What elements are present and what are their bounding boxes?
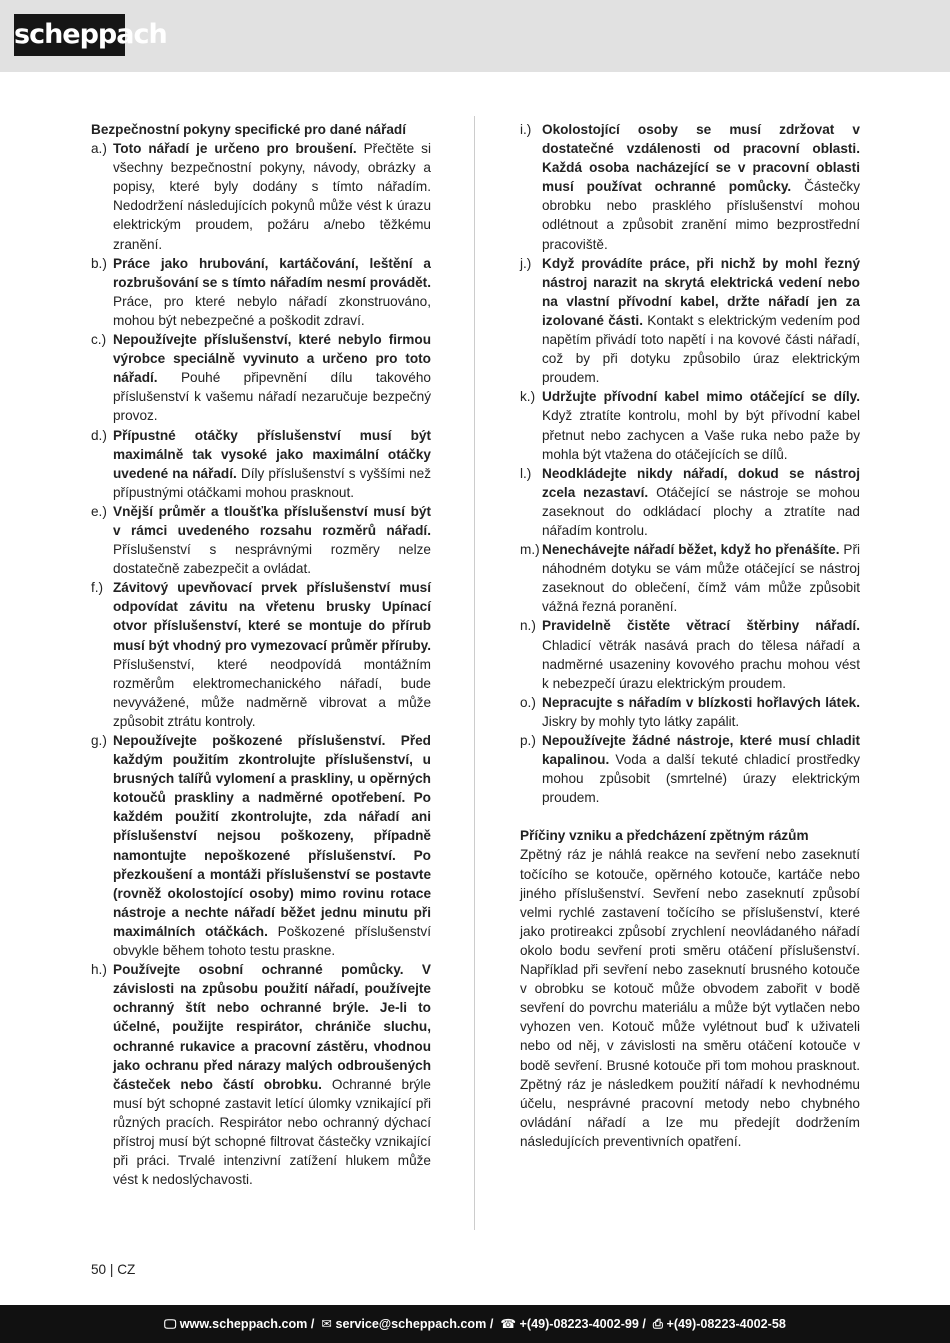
item-text: Ochranné brýle musí být schopné zastavit letící úlomky vznikající při různých pracích. Respirátor nebo ochranný dýchací přístroj musí být schopné filtrovat částečky vznikající při práci. Trvalé intenzivní zatížení hlukem může vést k nedoslýchavosti. <box>113 1076 431 1188</box>
page-header <box>0 0 950 72</box>
item-label: m.) <box>520 542 540 558</box>
item-text: Při náhodném dotyku se vám může otáčející se nástroj zaseknout do oblečení, čímž vám může způsobit vážná řezná poranění. <box>542 542 861 615</box>
item-heading: Nepoužívejte poškozené příslušenství. Před každým použitím zkontrolujte příslušenství, u brusných talířů vylomení a praskliny, u opěrných kotoučů praskliny a nadměrné opotřebení. Po každém použití zkontrolujte, zda nářadí ani příslušenství nejsou poškozeny, případně namontujte nepoškozené příslušenství. Po přezkoušení a montáži příslušenství se postavte (rovněž okolostojící osoby) mimo rovinu rotace nástroje a nechte nářadí běžet jednu minutu při maximálních otáčkách. <box>113 733 431 939</box>
item-text: Poškozené příslušenství obvykle během tohoto testu praskne. <box>113 923 431 959</box>
fax-icon: ⎙ <box>652 1317 663 1331</box>
item-label: h.) <box>91 962 107 978</box>
item-label: f.) <box>91 580 104 596</box>
item-label: l.) <box>520 465 532 481</box>
item-heading: Pravidelně čistěte větrací štěrbiny nářadí. <box>542 618 860 634</box>
spacer <box>520 807 860 826</box>
item-label: g.) <box>91 733 107 748</box>
page-number: 50 | CZ <box>91 1262 136 1277</box>
item-heading: Okolostojící osoby se musí zdržovat v dostatečné vzdálenosti od pracovní oblasti. Každá osoba nacházející se v pracovní oblasti musí používat ochranné pomůcky. <box>542 122 860 195</box>
footer-separator: / <box>307 1317 318 1331</box>
left-column <box>91 120 431 1189</box>
item-label: c.) <box>91 332 107 348</box>
item-text: Příslušenství, které neodpovídá montážním rozměrům elektromechanického nářadí, bude nevyvážené, může nadměrně vibrovat a může způsobit ztrátu kontroly. <box>113 656 431 729</box>
list-item <box>520 464 860 540</box>
footer-website[interactable]: www.scheppach.com <box>179 1317 308 1331</box>
list-item <box>91 578 431 731</box>
item-heading: Neodkládejte nikdy nářadí, dokud se nástroj zcela nezastaví. <box>542 465 860 500</box>
list-item <box>520 731 860 807</box>
section-title-safety: Bezpečnostní pokyny specifické pro dané nářadí <box>91 122 407 137</box>
item-heading: Nepoužívejte žádné nástroje, které musí chladit kapalinou. <box>542 733 860 768</box>
list-item <box>91 426 431 502</box>
item-heading: Nenechávejte nářadí běžet, když ho přenášíte. <box>542 542 840 558</box>
item-heading: Vnější průměr a tloušťka příslušenství musí být v rámci uvedeného rozsahu rozměrů nářadí. <box>113 503 431 538</box>
list-item <box>520 693 860 731</box>
item-label: p.) <box>520 733 536 748</box>
left-item-list <box>91 139 431 1189</box>
item-label: b.) <box>91 255 107 271</box>
footer-phone: +(49)-08223-4002-99 <box>519 1317 639 1331</box>
item-text: Chladicí větrák nasává prach do tělesa nářadí a nadměrné usazeniny kovového prachu mohou vést k nebezpečí úrazu elektrickým proudem. <box>542 637 860 691</box>
item-text: Když ztratíte kontrolu, mohl by být přívodní kabel přetnut nebo zachycen a Vaše ruka nebo paže by mohla být vtažena do otáčejících se dílů. <box>542 408 860 462</box>
item-heading: Nepracujte s nářadím v blízkosti hořlavých látek. <box>542 694 860 710</box>
item-heading: Přípustné otáčky příslušenství musí být maximálně tak vysoké jako maximální otáčky uvedené na nářadí. <box>113 427 431 481</box>
list-item <box>520 254 860 388</box>
item-label: n.) <box>520 618 536 634</box>
list-item <box>91 330 431 425</box>
phone-icon: ☎ <box>500 1317 517 1331</box>
item-heading: Nepoužívejte příslušenství, které nebylo firmou výrobce speciálně vyvinuto a určeno pro toto nářadí. <box>113 332 431 386</box>
item-heading: Používejte osobní ochranné pomůcky. V závislosti na způsobu použití nářadí, používejte ochranný štít nebo ochranné brýle. Je-li to účelné, použijte respirátor, chrániče sluchu, ochranné rukavice a pracovní zástěru, vhodnou jako ochranu před nárazy malých odbroušených částeček nebo částí obrobku. <box>113 962 431 1092</box>
item-label: i.) <box>520 122 532 137</box>
item-label: a.) <box>91 141 107 157</box>
list-item <box>91 960 431 1189</box>
footer-fax: +(49)-08223-4002-58 <box>666 1317 786 1331</box>
item-heading: Udržujte přívodní kabel mimo otáčející se díly. <box>542 389 860 405</box>
item-heading: Závitový upevňovací prvek příslušenství musí odpovídat závitu na vřetenu brusky Upínací otvor příslušenství, které se montuje do přírub musí být vhodný pro vymezovací průměr příruby. <box>113 580 431 653</box>
item-label: k.) <box>520 389 536 405</box>
list-item <box>91 254 431 330</box>
list-item <box>520 540 860 616</box>
section-title-kickback: Příčiny vzniku a předcházení zpětným rázům <box>520 828 809 844</box>
item-label: o.) <box>520 694 536 710</box>
item-text: Otáčející se nástroje se mohou zaseknout do odkládací plochy a ztratíte nad nářadím kontrolu. <box>542 484 860 538</box>
item-label: j.) <box>520 255 532 271</box>
envelope-icon: ✉ <box>321 1317 332 1331</box>
right-column <box>520 120 860 1151</box>
page-footer <box>0 1305 950 1343</box>
column-divider <box>474 116 475 1230</box>
scheppach-logo: scheppach <box>14 14 125 56</box>
item-text: Částečky obrobku nebo prasklého příslušenství mohou odlétnout a způsobit zranění mimo bezprostřední pracoviště. <box>542 179 860 252</box>
item-text: Práce, pro které nebylo nářadí zkonstruováno, mohou být nebezpečné a poškodit zdraví. <box>113 293 431 328</box>
footer-email[interactable]: service@scheppach.com <box>335 1317 487 1331</box>
item-text: Příslušenství s nesprávnými rozměry nelze dostatečně zabezpečit a ovládat. <box>113 542 431 577</box>
list-item <box>91 139 431 254</box>
item-text: Jiskry by mohly tyto látky zapálit. <box>542 713 740 729</box>
item-heading: Toto nářadí je určeno pro broušení. <box>113 141 357 157</box>
item-text: Voda a další tekuté chladicí prostředky mohou způsobit (smrtelné) úrazy elektrickým proudem. <box>542 752 860 806</box>
list-item <box>520 616 860 692</box>
list-item <box>520 387 860 463</box>
kickback-paragraph: Zpětný ráz je náhlá reakce na sevření nebo zaseknutí točícího se kotouče, opěrného kotouče, kartáče nebo jiného příslušenství. Sevření nebo zaseknutí způsobí velmi rychlé zastavení točícího se příslušenství, které jako protireakci způsobí zrychlení neovládaného nářadí okolo bodu sevření proti směru otáčení příslušenství. Například při sevření nebo zaseknutí brusného kotouče v obrobku se kotouč může obvodem zabořit v bodě sevření do povrchu materiálu a může být vytlačen nebo vyhozen ven. Kotouč může vylétnout buď k uživateli nebo od něj, v závislosti na směru otáčení kotouče v bodě sevření. Brusné kotouče při tom mohou prasknout. Zpětný ráz je následkem použití nářadí k nevhodnému účelu, nesprávné pracovní metody nebo chybného ovládání nářadí a lze mu předejít dodržením následujících preventivních opatření. <box>520 847 860 1149</box>
list-item <box>520 120 860 254</box>
item-text: Přečtěte si všechny bezpečnostní pokyny, návody, obrázky a popisy, které byly dodány s tímto nářadím. Nedodržení následujících pokynů může vést k úrazu elektrickým proudem, požáru a/nebo těžkému zranění. <box>113 141 431 252</box>
item-text: Pouhé připevnění dílu takového příslušenství k vašemu nářadí nezaručuje bezpečný provoz. <box>113 370 431 424</box>
item-text: Kontakt s elektrickým vedením pod napětím přivádí toto napětí i na kovové části nářadí, což by při dotyku způsobilo úraz elektrickým proudem. <box>542 312 861 386</box>
footer-separator: / <box>486 1317 497 1331</box>
item-text: Díly příslušenství s vyššími než přípustnými otáčkami mohou prasknout. <box>113 465 431 500</box>
item-label: e.) <box>91 503 107 519</box>
list-item <box>91 502 431 578</box>
footer-separator: / <box>638 1317 650 1331</box>
right-item-list <box>520 120 860 807</box>
item-label: d.) <box>91 427 107 443</box>
item-heading: Když provádíte práce, při nichž by mohl řezný nástroj narazit na skrytá elektrická vedení nebo na vlastní přívodní kabel, držte nářadí jen za izolované části. <box>542 255 860 328</box>
monitor-icon: 🖵 <box>164 1317 177 1331</box>
item-heading: Práce jako hrubování, kartáčování, leštění a rozbrušování se s tímto nářadím nesmí provádět. <box>113 255 431 290</box>
list-item <box>91 731 431 960</box>
